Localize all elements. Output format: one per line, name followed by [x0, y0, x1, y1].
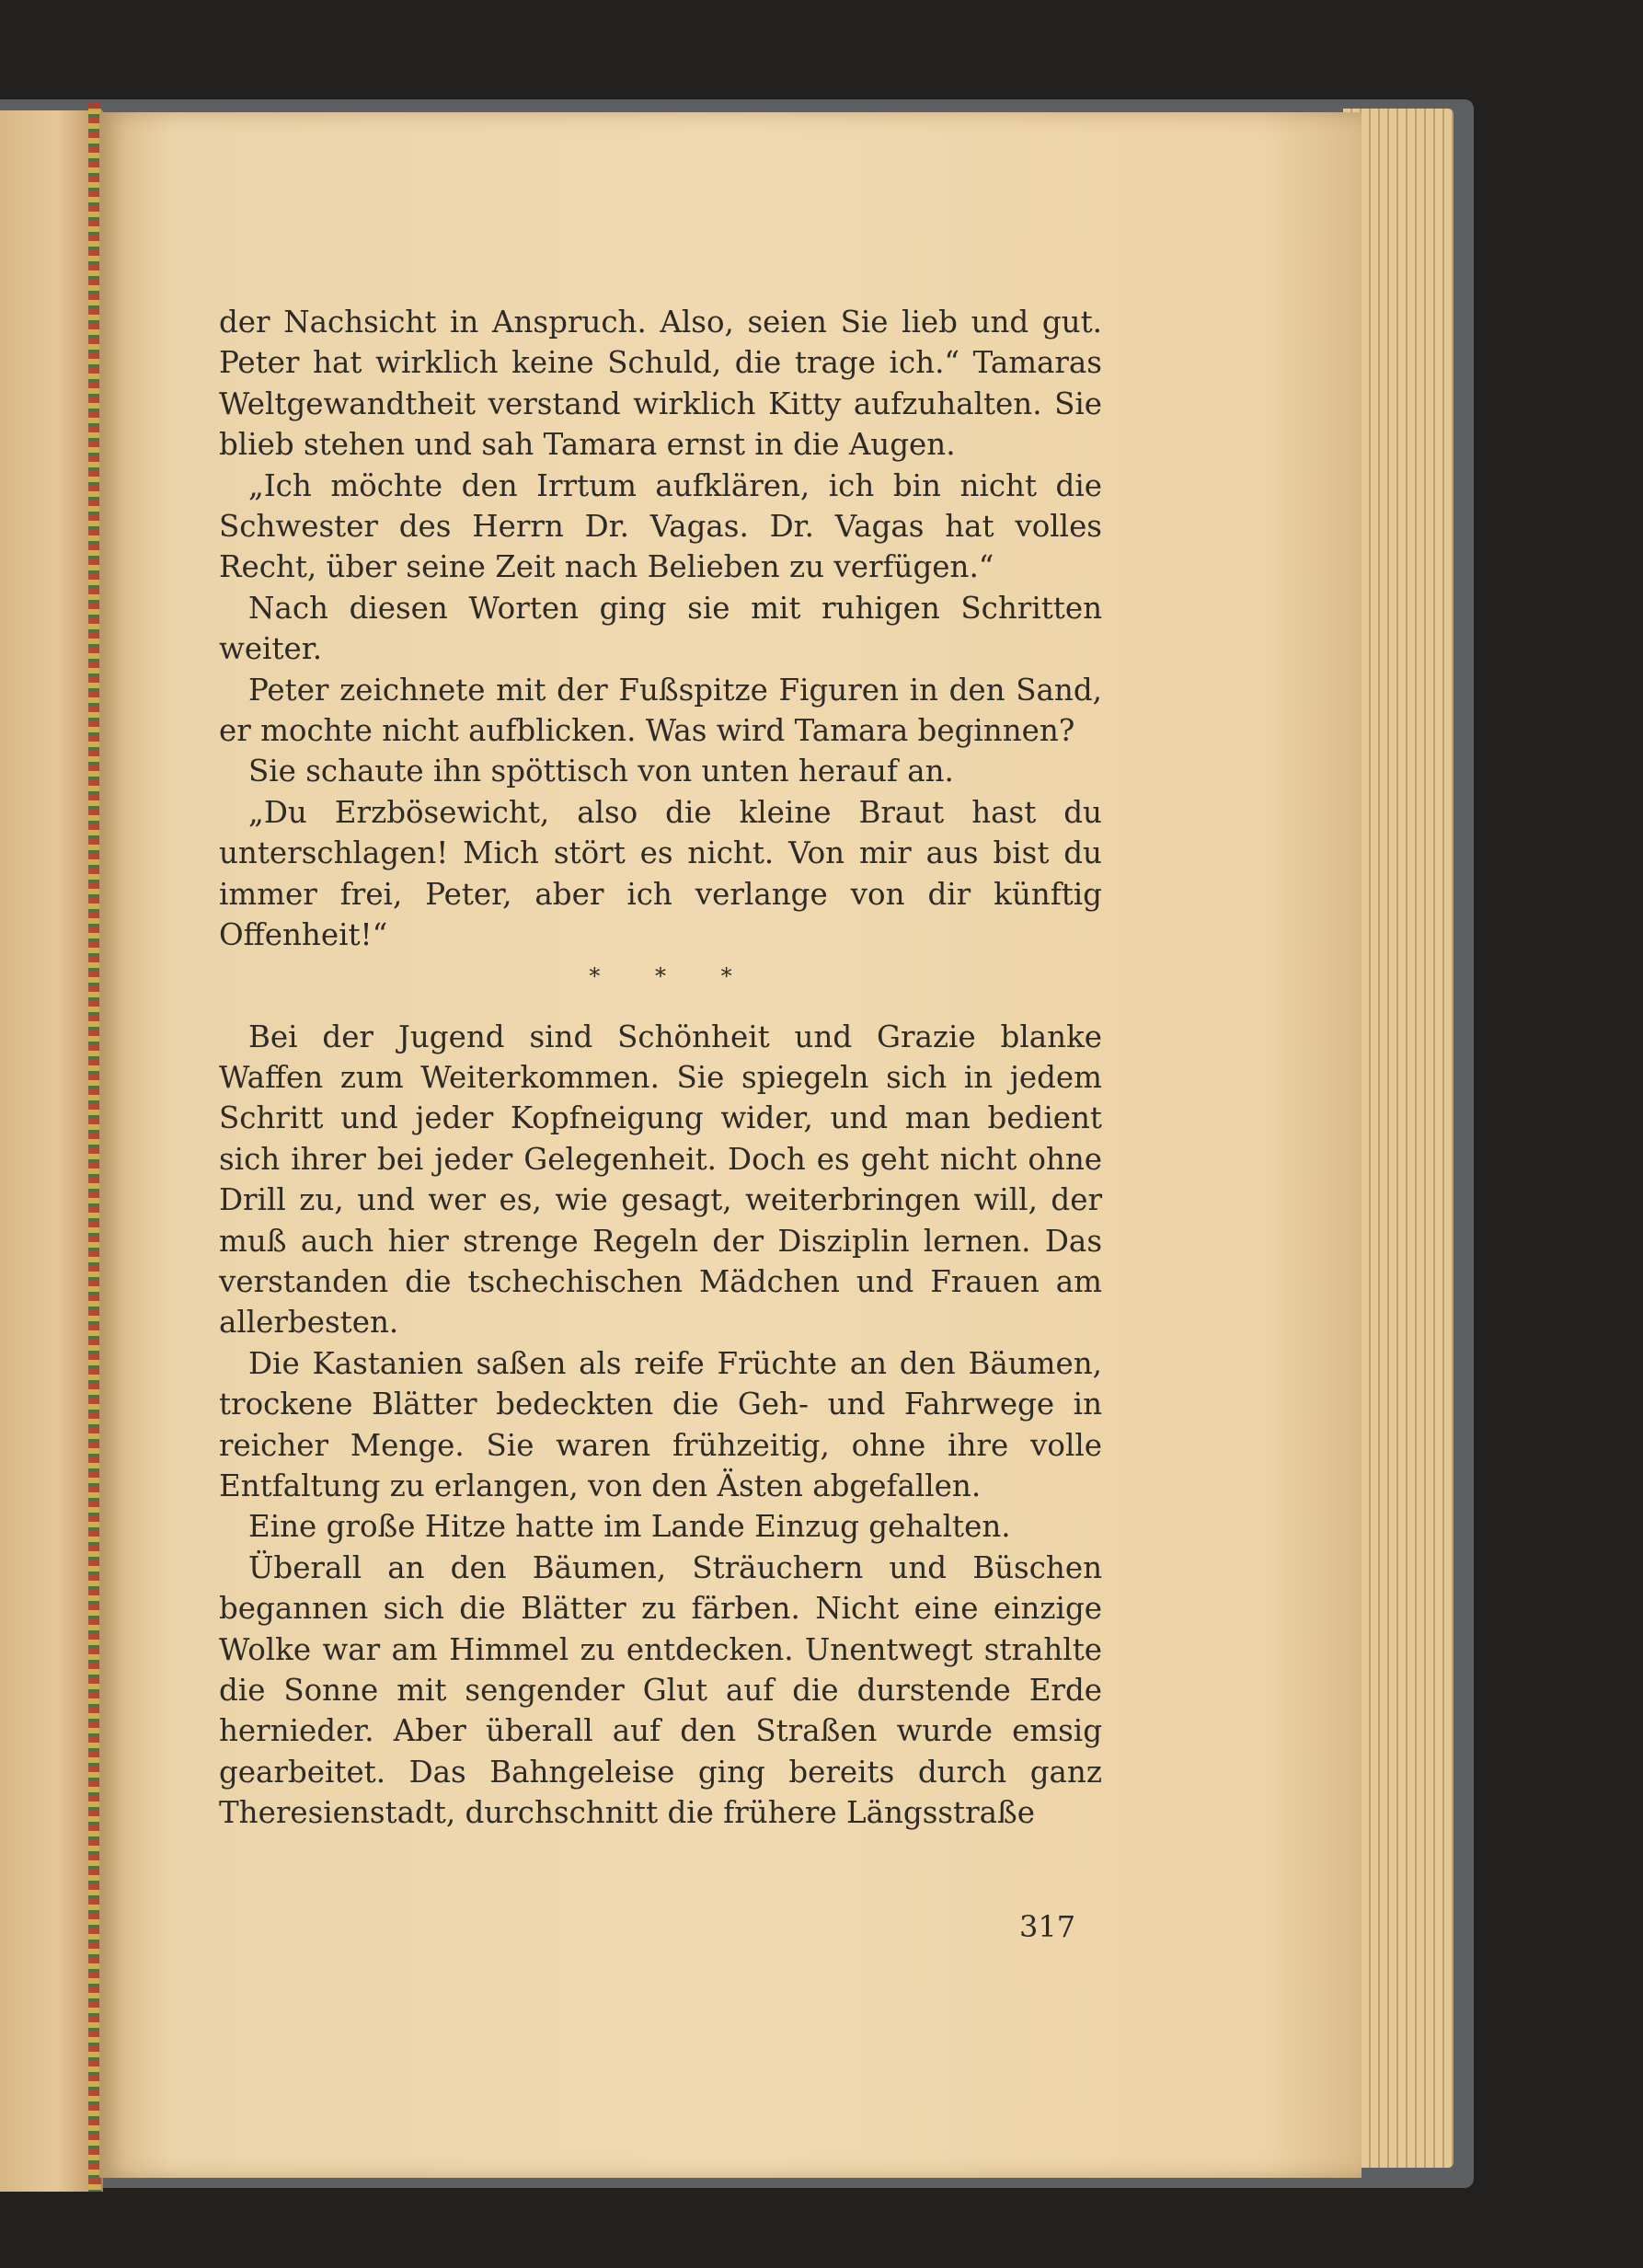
book-page [99, 112, 1362, 2178]
section-separator: * * * [589, 962, 756, 989]
paragraph: Nach diesen Worten ging sie mit ruhigen Schritten weiter. [219, 590, 1102, 667]
paragraph: Peter zeichnete mit der Fußspitze Figuren in den Sand, er mochte nicht aufblicken. Was wird Tamara beginnen? [219, 672, 1102, 749]
paragraph: Überall an den Bäumen, Sträuchern und Büschen begannen sich die Blätter zu färben. Nicht eine einzige Wolke war am Himmel zu entdecken. Unentwegt strahlte die Sonne mit sengender Glut auf die durstende Erde hernieder. Aber überall auf den Straßen wurde emsig gearbeitet. Das Bahngeleise ging bereits durch ganz Theresienstadt, durchschnitt die frühere Längsstraße [219, 1549, 1102, 1831]
paragraph: der Nachsicht in Anspruch. Also, seien Sie lieb und gut. Peter hat wirklich keine Schuld, die trage ich.“ Tamaras Weltgewandtheit verstand wirklich Kitty aufzuhalten. Sie blieb stehen und sah Tamara ernst in die Augen. [219, 305, 1102, 463]
paragraph: „Du Erzbösewicht, also die kleine Braut hast du unterschlagen! Mich stört es nicht. Von mir aus bist du immer frei, Peter, aber ich verlange von dir künftig Offenheit!“ [219, 794, 1102, 953]
paragraph: Bei der Jugend sind Schönheit und Grazie blanke Waffen zum Weiterkommen. Sie spiegeln sich in jedem Schritt und jeder Kopfneigung wider, und man bedient sich ihrer bei jeder Gelegenheit. Doch es geht nicht ohne Drill zu, und wer es, wie gesagt, weiterbringen will, der muß auch hier strenge Regeln der Disziplin lernen. Das verstanden die tschechischen Mädchen und Frauen am allerbesten. [219, 1019, 1102, 1341]
page-text [219, 302, 1102, 1834]
page-number: 317 [1019, 1909, 1076, 1944]
paragraph: „Ich möchte den Irrtum aufklären, ich bin nicht die Schwester des Herrn Dr. Vagas. Dr. Vagas hat volles Recht, über seine Zeit nach Belieben zu verfügen.“ [219, 467, 1102, 585]
paragraph: Sie schaute ihn spöttisch von unten herauf an. [248, 754, 954, 789]
paragraph: Eine große Hitze hatte im Lande Einzug gehalten. [248, 1509, 1011, 1545]
paragraph: Die Kastanien saßen als reife Früchte an den Bäumen, trockene Blätter bedeckten die Geh- und Fahrwege in reicher Menge. Sie waren frühzeitig, ohne ihre volle Entfaltung zu erlangen, von den Ästen abgefallen. [219, 1345, 1102, 1503]
